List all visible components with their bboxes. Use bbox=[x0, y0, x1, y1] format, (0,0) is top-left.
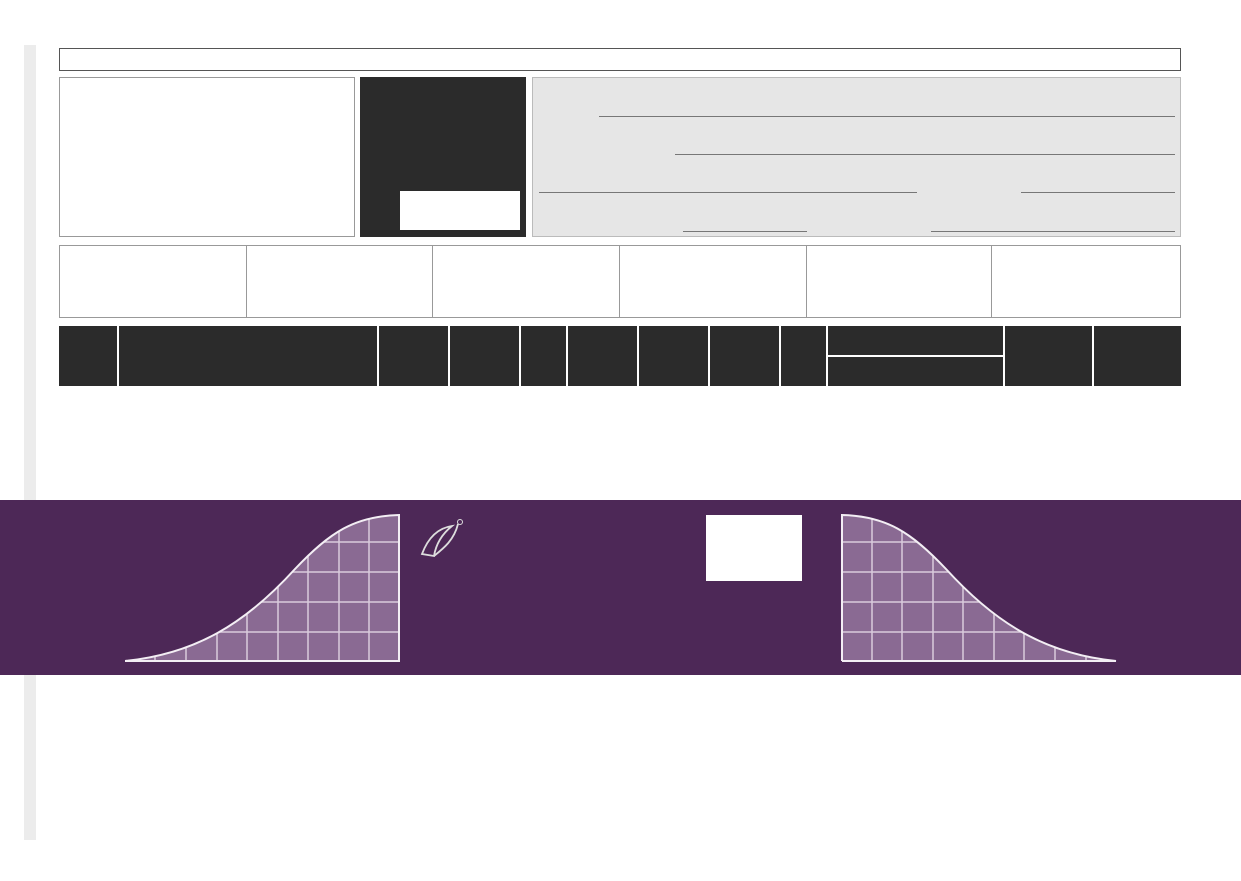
charakter-field[interactable] bbox=[931, 231, 1175, 232]
employee-info-panel bbox=[532, 77, 1181, 237]
measure-stopa[interactable] bbox=[992, 246, 1180, 317]
th-potw-odbioru bbox=[828, 326, 1003, 355]
nr-field[interactable] bbox=[400, 191, 520, 230]
th-przydat bbox=[379, 326, 448, 386]
measurements-row bbox=[59, 245, 1181, 318]
nr-ewid-field[interactable] bbox=[1021, 192, 1175, 193]
measure-klatka[interactable] bbox=[247, 246, 434, 317]
right-curve-graphic bbox=[840, 514, 1118, 662]
th-data-zakoncz bbox=[710, 326, 779, 386]
th-symbol bbox=[59, 326, 117, 386]
column-letters-row bbox=[59, 48, 1181, 71]
th-nr-prot bbox=[1005, 326, 1092, 386]
th-jm bbox=[521, 326, 566, 386]
pan-field[interactable] bbox=[599, 116, 1175, 117]
th-nr-dow bbox=[568, 326, 637, 386]
barcode bbox=[706, 515, 802, 581]
stamp-box bbox=[59, 77, 355, 237]
left-curve-graphic bbox=[125, 514, 401, 662]
th-data-pobrania bbox=[639, 326, 708, 386]
brand-logo-icon bbox=[418, 518, 466, 560]
title-block bbox=[360, 77, 526, 237]
address-field-2[interactable] bbox=[539, 192, 917, 193]
th-potw-zdania bbox=[828, 357, 1003, 386]
measure-glowa[interactable] bbox=[807, 246, 993, 317]
th-ilosc bbox=[781, 326, 826, 386]
cover-banner bbox=[0, 500, 1241, 675]
measure-wzrost[interactable] bbox=[60, 246, 247, 317]
miejsce-field[interactable] bbox=[675, 154, 1175, 155]
data-rozp-field[interactable] bbox=[683, 231, 807, 232]
measure-pas[interactable] bbox=[433, 246, 620, 317]
measure-biodra[interactable] bbox=[620, 246, 807, 317]
th-nazwa bbox=[119, 326, 377, 386]
side-strip bbox=[24, 45, 36, 840]
barcode-bars-icon bbox=[706, 515, 802, 571]
th-uwagi bbox=[1094, 326, 1181, 386]
th-okres bbox=[450, 326, 519, 386]
